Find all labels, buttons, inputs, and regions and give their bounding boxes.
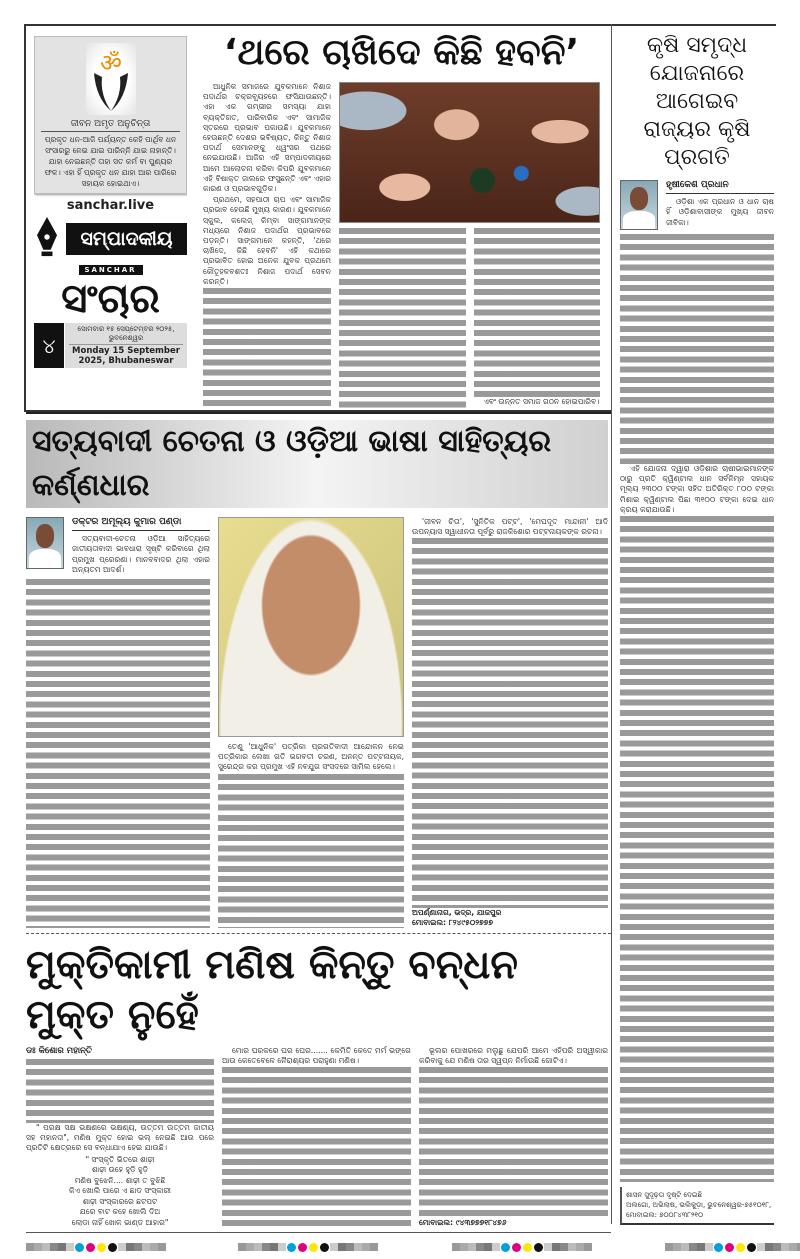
article3-col2 (222, 1046, 411, 1228)
contact-line: ଶାସନ ସୁଦୃଢ଼ତା ଦୃଷ୍ଟି ଦେଇଛି (626, 1191, 703, 1199)
grey-swatch (781, 1243, 789, 1251)
contact-address: ଅଲଗୋ, ଅଭିଲାଷ, ଭଲିକୁଡ଼ା, ଭୁବନେଶ୍ୱର-୭୫୧୦୧୮, (626, 1201, 772, 1209)
author-mobile: ମୋବାଇଲ: ୮୨୪୯୫୦୨୭୭୭ (412, 917, 494, 927)
grey-swatch (697, 1243, 705, 1251)
right-col-body (620, 234, 774, 1182)
article2-col2 (218, 742, 404, 928)
author-photo (26, 517, 64, 569)
color-dot (320, 1243, 329, 1252)
grey-swatch (476, 1243, 484, 1251)
brand-logo: ସଂଚାର (61, 276, 160, 322)
color-dot (501, 1243, 510, 1252)
grey-swatch (665, 1243, 673, 1251)
color-dot (75, 1243, 84, 1252)
byline: ଡକ୍ଟର ଅମୂଲ୍ୟ କୁମାର ପଣ୍ଡା (72, 517, 210, 531)
masthead-column (34, 36, 187, 406)
color-dot (108, 1243, 117, 1252)
text-continuation (620, 516, 774, 1182)
registration-marks (238, 1242, 378, 1252)
grey-swatch (568, 1243, 576, 1251)
text-continuation (26, 1059, 214, 1123)
quote-title: ଜୀବନ ଅମୃତ ଅନୁଚିନ୍ତା (41, 119, 180, 132)
registration-marks (452, 1242, 592, 1252)
headline-article1: ‘ଥରେ ଚାଖିଦେ କିଛି ହବନି’ (223, 32, 580, 73)
svg-text:ॐ: ॐ (99, 49, 122, 77)
text-continuation (26, 579, 210, 928)
text-continuation (474, 228, 601, 397)
article2-col1 (26, 579, 210, 928)
article3 (26, 940, 608, 1228)
poem-line: ଲୋଡା ନାହିଁ ଖୋଳ ଭାଣ୍ଡ ଆହାର" (71, 1217, 169, 1227)
grey-swatch (58, 1243, 66, 1251)
text-continuation (419, 1067, 608, 1217)
article2 (26, 420, 608, 928)
contact-box (620, 1187, 774, 1225)
grey-swatch (262, 1243, 270, 1251)
article1 (203, 30, 600, 408)
registration-marks (26, 1242, 166, 1252)
grey-swatch (681, 1243, 689, 1251)
grey-swatch (452, 1243, 460, 1251)
grey-swatch (765, 1243, 773, 1251)
grey-swatch (370, 1243, 378, 1251)
color-dot (298, 1243, 307, 1252)
author-photo (620, 180, 658, 230)
color-dot (736, 1243, 745, 1252)
poem-line: ଶାଢ଼ୀ ଉହେ ହୁଡ଼ି ହୁଡ଼ି (91, 1165, 149, 1174)
poem-line: ଯରେ ବାଟ କହେ ଖୋଲି ଦିଅ (79, 1207, 161, 1216)
text-continuation (218, 774, 404, 928)
grey-swatch (773, 1243, 781, 1251)
color-dot (86, 1243, 95, 1252)
article3-col1 (26, 1046, 214, 1228)
dashed-divider (26, 933, 611, 934)
paragraph: ଆଧୁନିକ ସମାଜରେ ଯୁବକମାନେ ନିଶାଜ ପଦାର୍ଥର ଚକ୍ରବ୍ୟୂହରେ ଫସିଯାଉଛନ୍ତି। ଏହା ଏକ ଗମ୍ଭୀର ସମସ୍ୟା ଯାହା ବ୍ୟକ୍ତିଗତ, ପାରିବାରିକ ଏବଂ ସାମାଜିକ ସ୍ତରରେ ପ୍ରଭାବ ପକାଉଛି। ଯୁବକମାନେ ହେଉଛନ୍ତି ଦେଶର ଭବିଷ୍ୟତ, କିନ୍ତୁ ନିଶାଜ ପଦାର୍ଥ ସେମାନଙ୍କୁ ଧ୍ୱଂସର ପଥରେ ନେଇଯାଉଛି। ଆଜିର ଏହି ସମ୍ପାଦକୀୟରେ ଆମେ ଆଲୋଚନା କରିବା କିପରି ଯୁବକମାନେ ଏହି ବିଷାକ୍ତ ଜାଲରେ ଫସୁଛନ୍ତି ଏବଂ ଏହାର କାରଣ ଓ ପ୍ରଭାବଗୁଡ଼ିକ। (203, 82, 331, 194)
pen-nib-icon (34, 217, 60, 261)
grey-swatch (789, 1243, 797, 1251)
grey-swatch (26, 1243, 34, 1251)
grey-swatch (460, 1243, 468, 1251)
headline-article2: ସତ୍ୟବାଦୀ ଚେତନା ଓ ଓଡ଼ିଆ ଭାଷା ସାହିତ୍ୟର କର୍ଣ୍ଣଧାର (26, 420, 608, 508)
text-continuation (620, 234, 774, 464)
grey-swatch (150, 1243, 158, 1251)
grey-swatch (254, 1243, 262, 1251)
headline-article3: ମୁକ୍ତିକାମୀ ମଣିଷ କିନ୍ତୁ ବନ୍ଧନ ମୁକ୍ତ ନୁହେଁ (26, 942, 518, 1038)
article1-col2 (339, 228, 466, 408)
grey-swatch (278, 1243, 286, 1251)
grey-swatch (338, 1243, 346, 1251)
grey-swatch (134, 1243, 142, 1251)
grey-swatch (544, 1243, 552, 1251)
author-mobile: ମୋବାଇଲ: ୯୪୩୭୭୭୧୮୪୭୬ (419, 1217, 507, 1227)
grey-swatch (346, 1243, 354, 1251)
column-divider (611, 24, 612, 1224)
paragraph: ଭୂଲର ପୋଖରରେ ମଲୁଛୁ ଯେପରି ଆମେ ଏହିପରି ଅସ୍ୱୀକାର କରିବାକୁ ଯେ ମଣିଷ ତାର ସ୍ୱପ୍ନ ନିର୍ମାଉଛି ଗୋଟିଏ। (419, 1046, 608, 1066)
poem-line: ମଣିଷ ବୁଝେନି.... ଶାଢ଼ୀ ତ ବୁଝିଛି (74, 1175, 166, 1185)
bottom-rule (26, 1232, 611, 1233)
poem-line: ଶାଢ଼ୀ ସଂସ୍କାରରେ ଛଟପଟ (82, 1196, 158, 1206)
grey-swatch (50, 1243, 58, 1251)
article2-portrait-photo (218, 517, 404, 737)
section-rule (26, 412, 611, 414)
grey-swatch (270, 1243, 278, 1251)
article1-col1 (203, 82, 331, 408)
grey-swatch (468, 1243, 476, 1251)
grey-swatch (576, 1243, 584, 1251)
frame-left-rule (24, 24, 26, 412)
article-right (620, 32, 774, 1225)
text-continuation (222, 1067, 411, 1228)
grey-swatch (330, 1243, 338, 1251)
text-continuation (412, 538, 608, 907)
grey-swatch (354, 1243, 362, 1251)
grey-swatch (757, 1243, 765, 1251)
grey-swatch (484, 1243, 492, 1251)
paragraph: ତେଣୁ 'ଆଧୁନିକ' ପତ୍ରିକା ପ୍ରଗତିବାଦୀ ଆନ୍ଦୋଳନ ନେଇ ପତ୍ରିକାର ଲେଖା ଗତି ଭଗବତୀ ଚରଣ, ଅନନ୍ତ ପଟ୍ଟନାୟକ, ସୁରେନ୍ଦ୍ର କର ପ୍ରମୁଖ ଏହି ନବଯୁଗ ସଂସଦରେ ସାମିଲ ହେଲେ। (218, 742, 404, 772)
quote-box (34, 36, 187, 194)
byline: ହୃଷୀକେଶ ପ୍ରଧାନ (666, 180, 774, 194)
color-dot (714, 1243, 723, 1252)
color-dot (747, 1243, 756, 1252)
contact-mobile: ମୋବାଇଲ: ୭୦୦୮୪୩୮୨୧୦ (626, 1211, 704, 1219)
article2-col3 (412, 517, 608, 928)
grey-swatch (126, 1243, 134, 1251)
text-continuation (339, 228, 466, 408)
poem-line: କିଏ ଖୋଲି ପାରେ ଏ ଛାଡ ସଂସ୍କାରୀ (69, 1186, 171, 1195)
grey-swatch (689, 1243, 697, 1251)
grey-swatch (492, 1243, 500, 1251)
grey-swatch (584, 1243, 592, 1251)
grey-swatch (246, 1243, 254, 1251)
headline-right-article: କୃଷି ସମୃଦ୍ଧ ଯୋଜନାରେ ଆଗେଇବ ରାଜ୍ୟର କୃଷି ପ୍ରଗତି (643, 33, 751, 170)
frame-top-rule (24, 24, 776, 26)
page-number: ୪ (34, 323, 64, 368)
date-row (34, 323, 187, 368)
grey-swatch (362, 1243, 370, 1251)
grey-swatch (552, 1243, 560, 1251)
date-english: Monday 15 September 2025, Bhubaneswar (72, 346, 180, 366)
om-hands-icon (86, 43, 136, 115)
color-dot (523, 1243, 532, 1252)
text-continuation (203, 288, 331, 408)
color-dot (309, 1243, 318, 1252)
paragraph: ଓଡ଼ିଶା ଏକ ପ୍ରଧାନ ଓ ଧାନ ଚାଷ ହିଁ ଓଡ଼ିଶାବାସୀଙ୍କ ମୁଖ୍ୟ ଜୀବନ ଜୀବିକା। (666, 197, 774, 227)
brand-small: SANCHAR (79, 265, 143, 275)
paragraph: ସତ୍ୟବାଦୀ-ଚେତନା ଓଡ଼ିଆ ସାହିତ୍ୟରେ ଜାତୀୟତାବାଦୀ ଭାବଧାରା ସୃଷ୍ଟି କରିବାରେ ଥିଲା ପ୍ରମୁଖ ପ୍ରେରଣା। ମାନବବାଦର ଥିଲା ଏହାର ଅନ୍ୟତମ ଆଦର୍ଶ। (72, 534, 210, 574)
paragraph: 'ଜୀବନ ଚିତା', 'ସୁନିତିକ ପଟ୍ଟ', 'ମେଘଦୂତ ମାନ୍ଦାନୀ' ଆଦି ଉପନ୍ୟାସ ସ୍ୱାଧୀନତା ପୂର୍ବରୁ ରାଜକିଶୋର ପଟ୍ଟନାୟକଙ୍କ ରଚନା। (412, 517, 608, 537)
color-dot (512, 1243, 521, 1252)
quote-text: ପ୍ରକୃତ ଧନ-ଆଜି ପର୍ଯ୍ୟନ୍ତ କେହି ପାର୍ଥିବ ଧନ ସଂସାରରୁ ନେଇ ଯାଇ ପାରିନ୍ନି ଯାଇ ନାହାନ୍ତି। ଯାହା ନେଇଛନ୍ତି ତାହା ସତ କର୍ମ ବା ପୁଣ୍ୟର ଫଳ। ଏହା ହିଁ ପ୍ରକୃତ ଧନ ଯାହା ଆର ପାରିରେ ସହାୟକ ହୋଇଥାଏ। (44, 135, 177, 188)
grey-swatch (560, 1243, 568, 1251)
registration-marks (665, 1242, 800, 1252)
grey-swatch (158, 1243, 166, 1251)
article1-col3 (474, 228, 601, 408)
poem (26, 1155, 214, 1229)
date-box (65, 323, 187, 368)
grey-swatch (66, 1243, 74, 1251)
grey-swatch (142, 1243, 150, 1251)
color-dot (534, 1243, 543, 1252)
grey-swatch (705, 1243, 713, 1251)
color-dot (725, 1243, 734, 1252)
article1-photo (339, 82, 600, 223)
grey-swatch (238, 1243, 246, 1251)
author-address: ଅପର୍ଣ୍ଣାନାଗ, ଭଦ୍ର, ଯାଜପୁର (412, 907, 502, 917)
website-link[interactable]: sanchar.live (66, 198, 155, 213)
section-title: ସମ୍ପାଦକୀୟ (66, 223, 187, 255)
color-dot (287, 1243, 296, 1252)
date-odia: ସୋମବାର ୧୫ ସେପ୍ଟେମ୍ବର ୨୦୨୫, ଭୁବନେଶ୍ୱର (69, 325, 183, 345)
article3-col3 (419, 1046, 608, 1228)
paragraph: ପ୍ରଥମେ, ସହପାଠୀ ଚାପ ଏବଂ ସାମାଜିକ ପ୍ରଭାବ ହେଉଛି ମୁଖ୍ୟ କାରଣ। ଯୁବକମାନେ ସ୍କୁଲ, କଲେଜ୍ କିମ୍ବା ସାଙ୍ଗମାନଙ୍କ ମଧ୍ୟରେ ନିଶାଜ ପଦାର୍ଥର ପ୍ରଭାବରେ ପଡ଼ନ୍ତି। ସାଙ୍ଗମାନେ କହନ୍ତି, 'ଥରେ ଚାଖିଦେ, କିଛି ହେବନି' ଏହି କଥାରେ ପ୍ରଭାବିତ ହୋଇ ଅନେକ ଯୁବକ ପ୍ରଥମେ କୌତୂହଳବଶତଃ ନିଶାଜ ପଦାର୍ଥ ସେବନ କରନ୍ତି। (203, 195, 331, 286)
paragraph: ମୋର ଘରକରେ ଘର ଘେର....... କେମିତି କେତେ ମର୍ମ ଭଙ୍ଗେ ଆଉ କେତେବେଳେ ନୈରାଶ୍ୟର ପରାହୁଣା ମଣିଷ। (222, 1046, 411, 1066)
grey-swatch (42, 1243, 50, 1251)
paragraph: ଏହି ଯୋଜନା ଦ୍ୱାରା ଓଡ଼ିଶାର ଚାଷୀଭାଇମାନଙ୍କ ଠାରୁ ପ୍ରତି କ୍ୱିଣ୍ଟାଲ ଧାନ ସର୍ବନିମ୍ନ ସହାୟକ ମୂଲ୍ୟ ୨୩୦୦ ଟଙ୍କା ସହିତ ଅତିରିକ୍ତ ୮୦୦ ଟଙ୍କା ମିଶାଇ କ୍ୱିଣ୍ଟାଲ ପିଛା ୩୧୦୦ ଟଙ୍କା ଦେଇ ଧାନ କ୍ରୟ କରାଯାଉଛି। (620, 464, 774, 514)
paragraph: " ପରକ୍ଷ ସକ୍ଷ ଭକ୍ଷଣରେ ଭକ୍ଷଣ୍ୟ, ଉତ୍ତମ ଉତ୍ତମ ଜାତୀୟ ସହ ମହାନତା", ମଣିଷ ମୁକ୍ତ ହୋଇ ଭଲ୍ ନେଇଛି ଆଉ ପରେ ପ୍ରତିଟି କ୍ଷେତ୍ରରେ ସେ ବନ୍ଧାଯାଏ ହେଇ ଯାଉଛି। (26, 1122, 214, 1153)
poem-line: " ସଂସ୍କୃତି ଭିତରେ ଶାଢ଼ୀ (85, 1154, 155, 1164)
paragraph: ଏବଂ ଉନ୍ନତ ସମାଜ ଗଠନ ହୋଇପାରିବ। (483, 396, 600, 406)
section-header (34, 217, 187, 261)
byline: ଡଃ କିଶୋର ମହାନ୍ତି (26, 1046, 92, 1056)
grey-swatch (673, 1243, 681, 1251)
grey-swatch (34, 1243, 42, 1251)
color-dot (97, 1243, 106, 1252)
grey-swatch (118, 1243, 126, 1251)
